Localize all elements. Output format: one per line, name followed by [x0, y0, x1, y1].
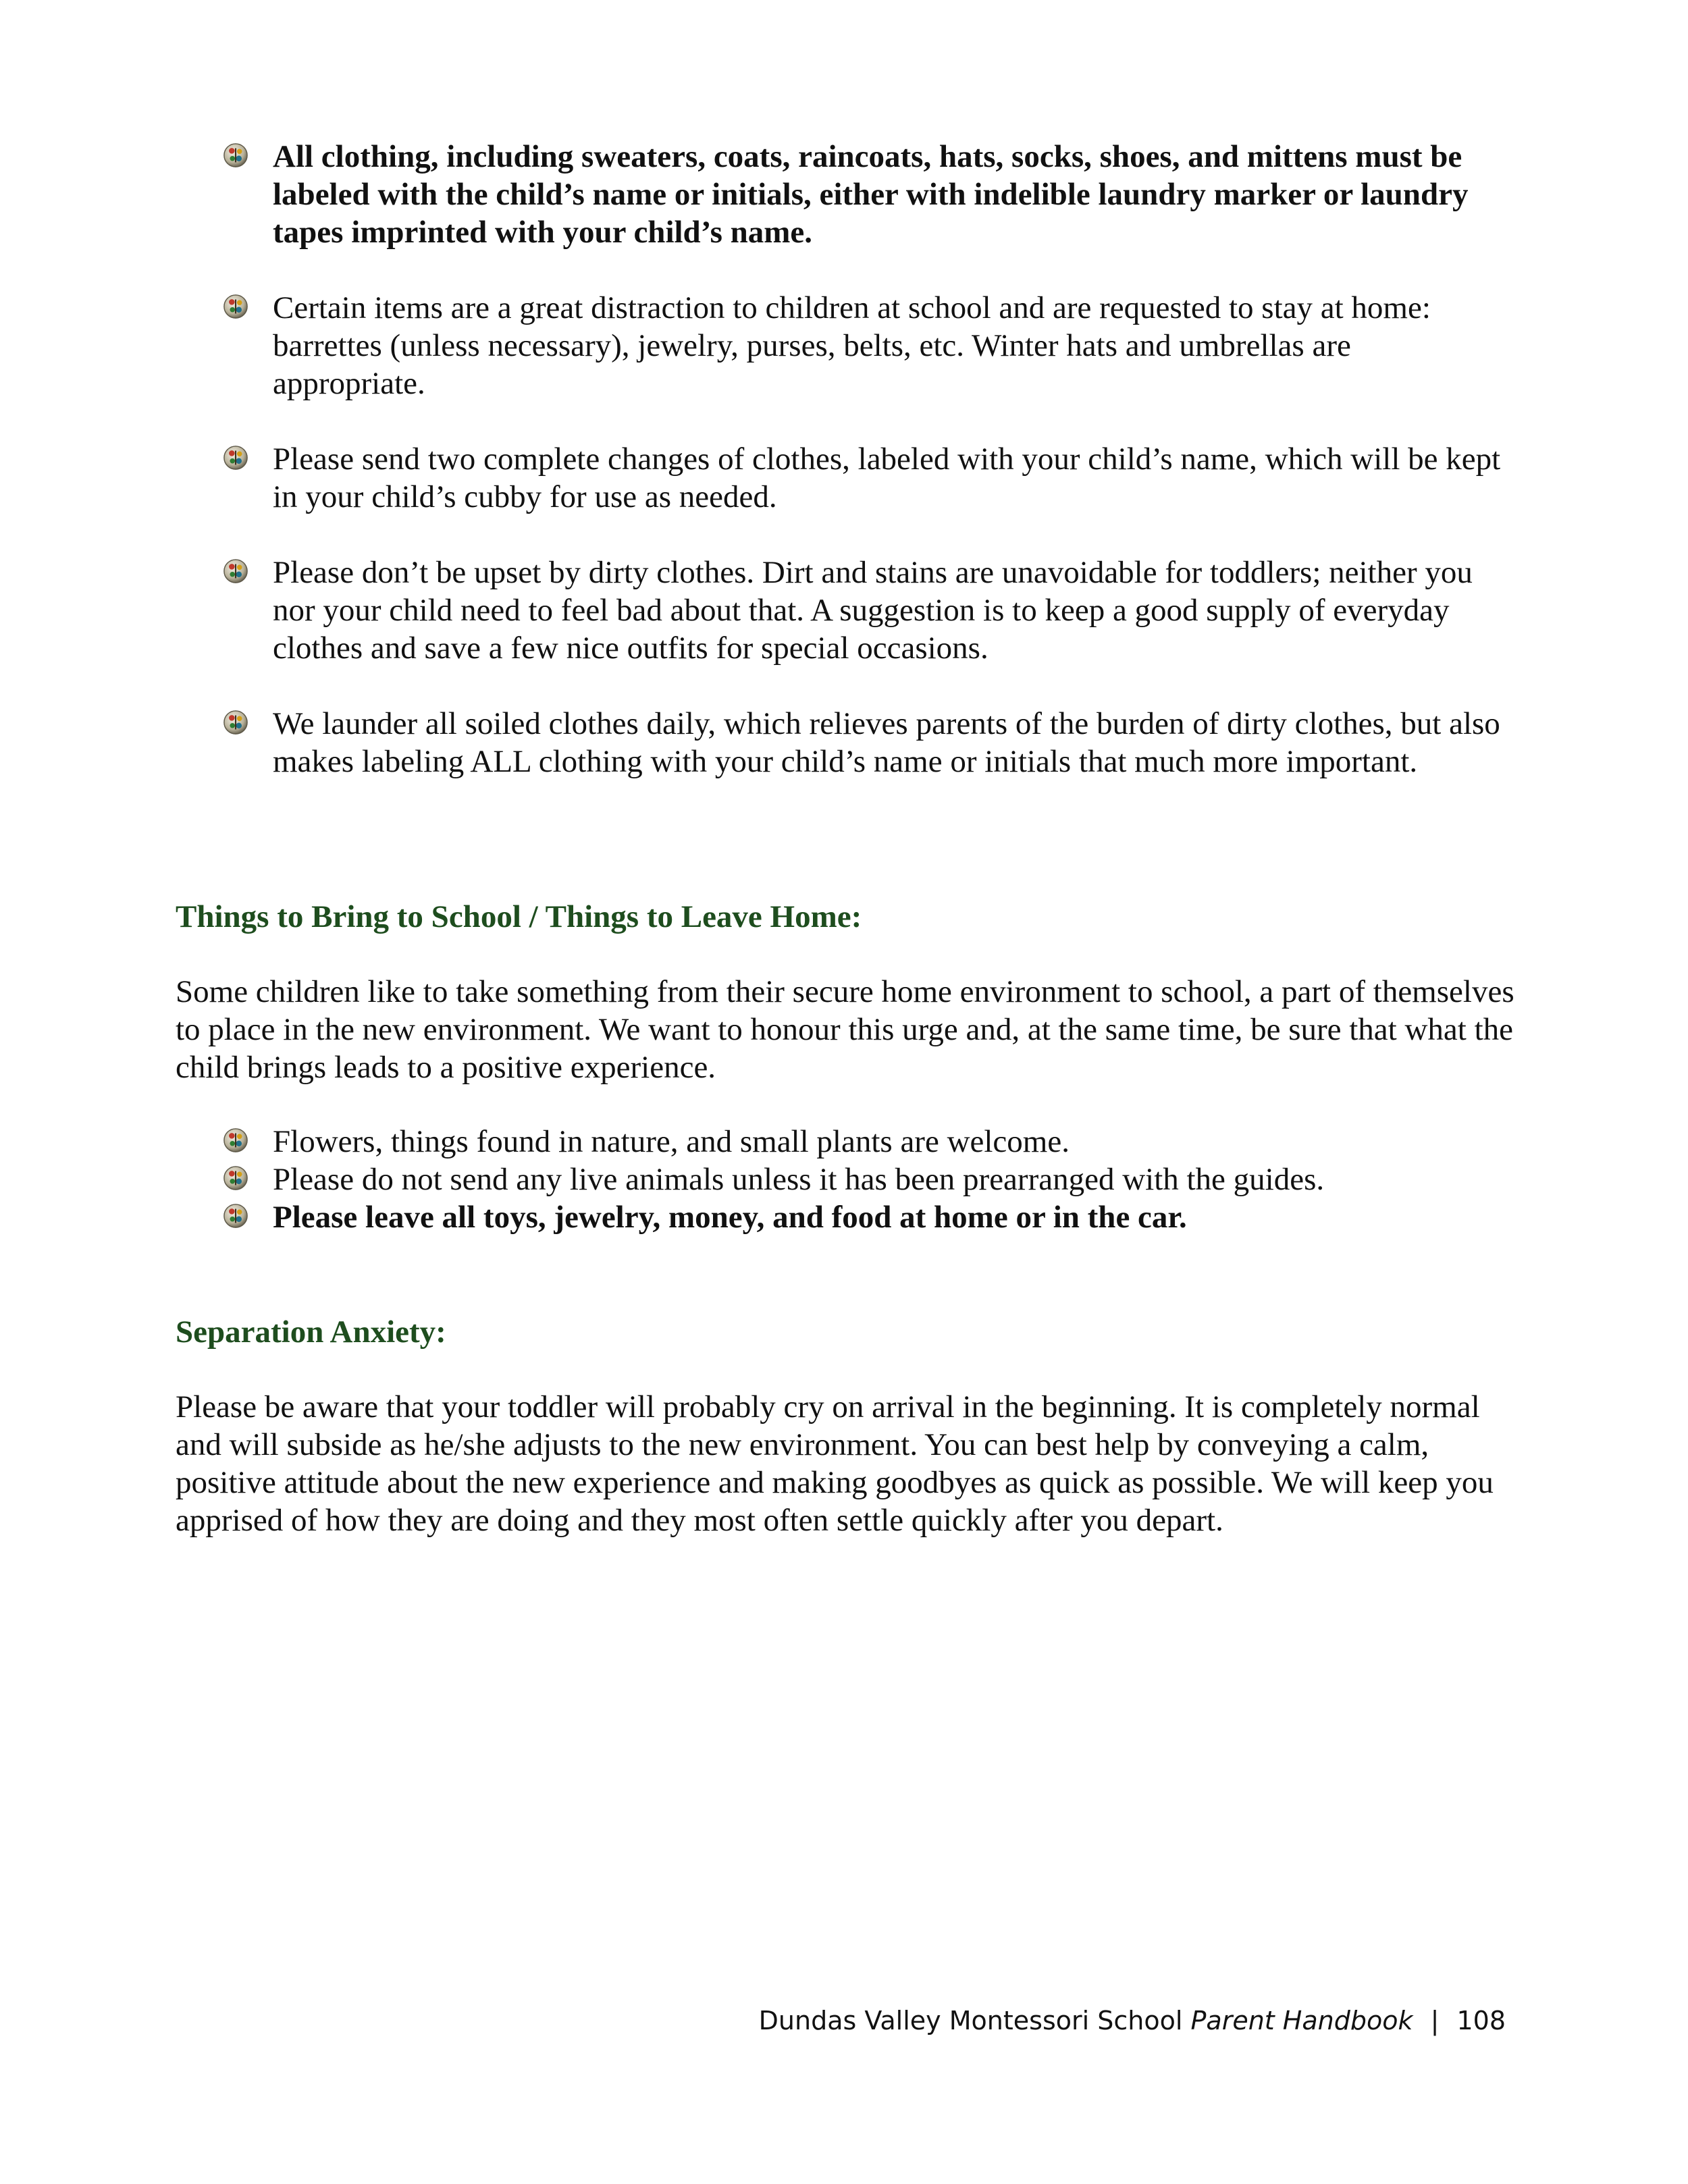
separation-paragraph: Please be aware that your toddler will probably cry on arrival in the beginning. It is completely normal and will subside as he/she adjusts to the new environment. You can best help by conveying a calm, positive attitude about the new experience and making goodbyes as quick as possible. We will keep you apprised of how they are doing and they most often settle quickly after you depart. [176, 1389, 1494, 1538]
list-item-text: We launder all soiled clothes daily, which relieves parents of the burden of dirty clothes, but also makes labeling ALL clothing with your child’s name or initials that much more important. [273, 706, 1500, 779]
list-item-text: Please send two complete changes of clothes, labeled with your child’s name, which will be kept in your child’s cubby for use as needed. [273, 442, 1501, 514]
flower-bullet-icon [223, 142, 248, 168]
flower-bullet-icon [223, 1203, 248, 1229]
section-heading-separation: Separation Anxiety: [176, 1314, 446, 1350]
list-item [223, 705, 1506, 780]
things-list [223, 1123, 1506, 1236]
footer-handbook-title: Parent Handbook [1190, 2006, 1413, 2035]
list-item-text: Please do not send any live animals unless it has been prearranged with the guides. [273, 1162, 1325, 1197]
list-item-text: Please don’t be upset by dirty clothes. Dirt and stains are unavoidable for toddlers; neither you nor your child need to feel bad about that. A suggestion is to keep a good supply of everyday clothes and save a few nice outfits for special occasions. [273, 555, 1473, 666]
clothing-list [223, 138, 1506, 818]
page-number: 108 [1456, 2006, 1506, 2035]
flower-bullet-icon [223, 294, 248, 319]
list-item [223, 289, 1506, 402]
flower-bullet-icon [223, 1127, 248, 1153]
section-heading-things: Things to Bring to School / Things to Leave Home: [176, 899, 862, 934]
footer-school-name: Dundas Valley Montessori School [758, 2006, 1183, 2035]
list-item-text: Please leave all toys, jewelry, money, and food at home or in the car. [273, 1200, 1187, 1235]
page-footer [759, 2004, 1506, 2037]
flower-bullet-icon [223, 1165, 248, 1191]
list-item [223, 1123, 1506, 1161]
list-item [223, 138, 1506, 251]
footer-separator: | [1430, 2006, 1440, 2035]
list-item [223, 1198, 1506, 1236]
list-item [223, 440, 1506, 516]
list-item-text: All clothing, including sweaters, coats, raincoats, hats, socks, shoes, and mittens must be labeled with the child’s name or initials, either with indelible laundry marker or laundry tapes imprinted with your child’s name. [273, 139, 1469, 250]
flower-bullet-icon [223, 710, 248, 735]
list-item [223, 554, 1506, 667]
list-item [223, 1161, 1506, 1198]
list-item-text: Flowers, things found in nature, and small plants are welcome. [273, 1124, 1070, 1159]
things-paragraph: Some children like to take something from their secure home environment to school, a part of themselves to place in the new environment. We want to honour this urge and, at the same time, be sure that what the child brings leads to a positive experience. [176, 974, 1514, 1085]
flower-bullet-icon [223, 558, 248, 584]
list-item-text: Certain items are a great distraction to children at school and are requested to stay at home: barrettes (unless necessary), jewelry, purses, belts, etc. Winter hats and umbrellas are appropriate. [273, 290, 1431, 401]
flower-bullet-icon [223, 445, 248, 471]
